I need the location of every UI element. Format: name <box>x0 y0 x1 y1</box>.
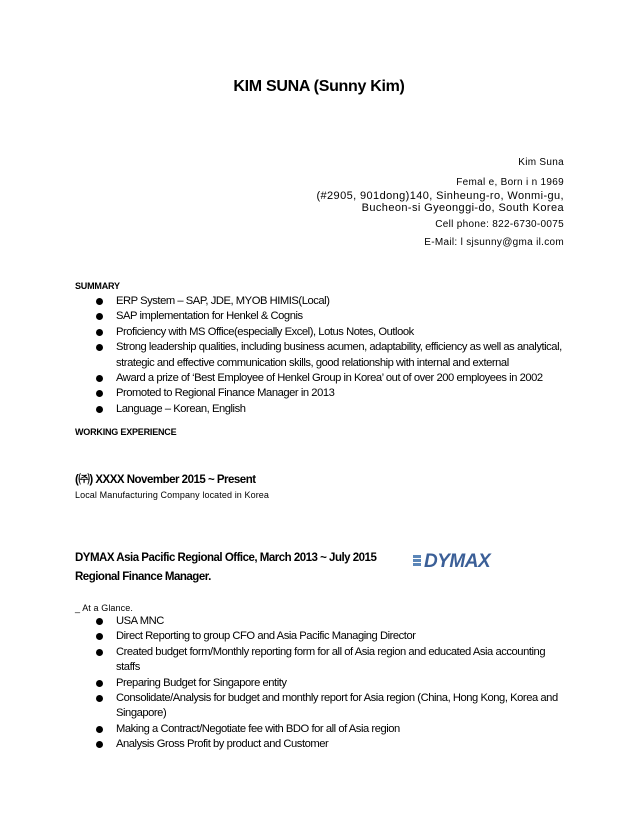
list-item: Language – Korean, English <box>92 402 566 417</box>
bullet-icon <box>96 406 103 413</box>
job2-list <box>92 614 566 753</box>
contact-gender-birth: Femal e, Born i n 1969 <box>456 177 564 188</box>
dymax-logo <box>412 548 516 570</box>
list-item: Analysis Gross Profit by product and Customer <box>92 737 566 752</box>
bullet-icon <box>96 390 103 397</box>
bullet-icon <box>96 726 103 733</box>
bullet-icon <box>96 344 103 351</box>
list-item: USA MNC <box>92 614 566 629</box>
summary-heading: SUMMARY <box>75 281 120 291</box>
list-item: Making a Contract/Negotiate fee with BDO for all of Asia region <box>92 722 566 737</box>
job2-company: DYMAX Asia Pacific Regional Office, March 2013 ~ July 2015 <box>75 552 377 564</box>
contact-email: E-Mail: l sjsunny@gma il.com <box>424 237 564 248</box>
bullet-icon <box>96 298 103 305</box>
list-item: Proficiency with MS Office(especially Excel), Lotus Notes, Outlook <box>92 325 566 340</box>
list-item: Direct Reporting to group CFO and Asia Pacific Managing Director <box>92 629 566 644</box>
list-item: Strong leadership qualities, including business acumen, adaptability, efficiency as well as analytical, strategic and effective communication skills, good relationship with internal and external <box>92 340 566 371</box>
bullet-icon <box>96 618 103 625</box>
bullet-icon <box>96 741 103 748</box>
contact-name: Kim Suna <box>518 157 564 168</box>
bullet-icon <box>96 329 103 336</box>
bullet-icon <box>96 313 103 320</box>
bullet-icon <box>96 680 103 687</box>
experience-heading: WORKING EXPERIENCE <box>75 427 177 437</box>
bullet-icon <box>96 375 103 382</box>
list-item: Preparing Budget for Singapore entity <box>92 676 566 691</box>
job2-role: Regional Finance Manager. <box>75 571 211 583</box>
job1-description: Local Manufacturing Company located in Korea <box>75 490 270 500</box>
bullet-icon <box>96 633 103 640</box>
job1-title: (㈜) XXXX November 2015 ~ Present <box>75 474 256 486</box>
bullet-icon <box>96 649 103 656</box>
contact-address-line1: (#2905, 901dong)140, Sinheung-ro, Wonmi-gu, <box>316 190 564 202</box>
summary-list <box>92 294 566 417</box>
list-item: Consolidate/Analysis for budget and monthly report for Asia region (China, Hong Kong, Korea and Singapore) <box>92 691 566 722</box>
bullet-icon <box>96 695 103 702</box>
list-item: Created budget form/Monthly reporting form for all of Asia region and educated Asia accounting staffs <box>92 645 566 676</box>
resume-title: KIM SUNA (Sunny Kim) <box>233 78 405 95</box>
list-item: SAP implementation for Henkel & Cognis <box>92 309 566 324</box>
list-item: Award a prize of ‘Best Employee of Henkel Group in Korea’ out of over 200 employees in 2002 <box>92 371 566 386</box>
list-item: Promoted to Regional Finance Manager in 2013 <box>92 386 566 401</box>
contact-address-line2: Bucheon-si Gyeonggi-do, South Korea <box>361 202 564 214</box>
contact-phone: Cell phone: 822-6730-0075 <box>435 219 564 230</box>
list-item: ERP System – SAP, JDE, MYOB HIMIS(Local) <box>92 294 566 309</box>
dymax-logo-text: DYMAX <box>424 551 491 570</box>
glance-label: _ At a Glance. <box>75 603 133 613</box>
dymax-logo-mark-icon <box>413 555 421 566</box>
